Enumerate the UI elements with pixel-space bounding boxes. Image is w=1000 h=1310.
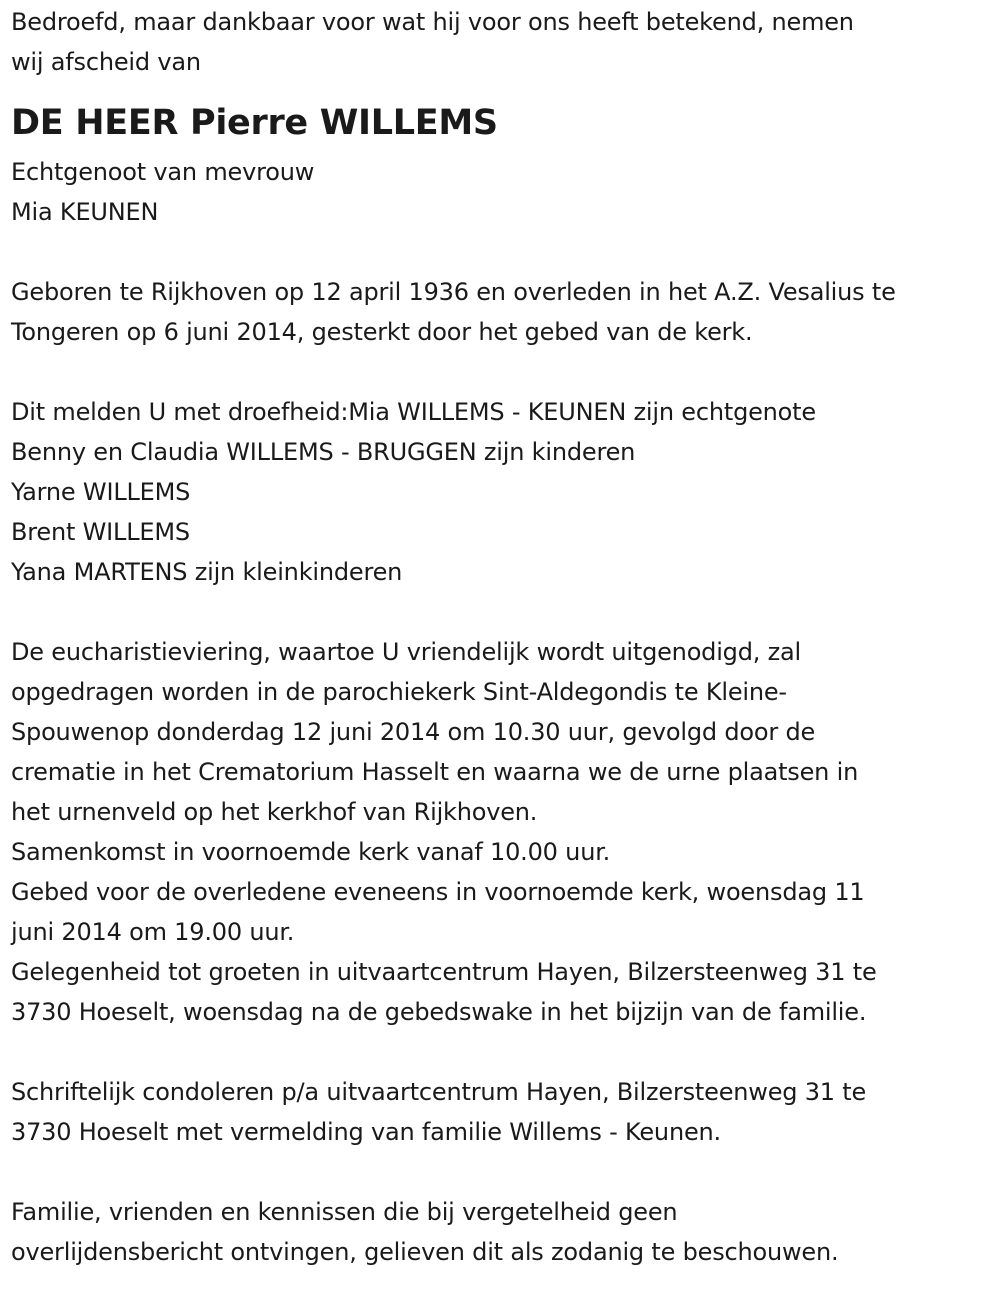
spouse-line: Echtgenoot van mevrouw — [11, 158, 315, 186]
spouse-paragraph — [11, 152, 996, 232]
deceased-name-title: DE HEER Pierre WILLEMS — [11, 103, 498, 143]
family-paragraph — [11, 392, 996, 592]
ceremony-line: opgedragen worden in de parochiekerk Sint-Aldegondis te Kleine- — [11, 678, 787, 706]
ceremony-line: Gebed voor de overledene eveneens in voornoemde kerk, woensdag 11 — [11, 878, 865, 906]
intro-line: wij afscheid van — [11, 48, 201, 76]
spouse-line: Mia KEUNEN — [11, 198, 159, 226]
family-line: Benny en Claudia WILLEMS - BRUGGEN zijn kinderen — [11, 438, 636, 466]
birth-death-paragraph — [11, 272, 996, 352]
condolence-line: Schriftelijk condoleren p/a uitvaartcentrum Hayen, Bilzersteenweg 31 te — [11, 1078, 867, 1106]
spacer — [11, 1032, 996, 1072]
spacer — [11, 1152, 996, 1192]
ceremony-line: juni 2014 om 19.00 uur. — [11, 918, 295, 946]
intro-paragraph — [11, 2, 996, 82]
condolence-paragraph — [11, 1072, 996, 1152]
ceremony-line: 3730 Hoeselt, woensdag na de gebedswake in het bijzijn van de familie. — [11, 998, 867, 1026]
family-line: Brent WILLEMS — [11, 518, 190, 546]
condolence-line: 3730 Hoeselt met vermelding van familie Willems - Keunen. — [11, 1118, 721, 1146]
closing-line: overlijdensbericht ontvingen, gelieven dit als zodanig te beschouwen. — [11, 1238, 839, 1266]
intro-line: Bedroefd, maar dankbaar voor wat hij voor ons heeft betekend, nemen — [11, 8, 854, 36]
birth-line: Tongeren op 6 juni 2014, gesterkt door het gebed van de kerk. — [11, 318, 753, 346]
ceremony-paragraph — [11, 632, 996, 1032]
family-line: Yarne WILLEMS — [11, 478, 191, 506]
closing-line: Familie, vrienden en kennissen die bij vergetelheid geen — [11, 1198, 678, 1226]
family-line: Yana MARTENS zijn kleinkinderen — [11, 558, 403, 586]
birth-line: Geboren te Rijkhoven op 12 april 1936 en overleden in het A.Z. Vesalius te — [11, 278, 896, 306]
ceremony-line: Samenkomst in voornoemde kerk vanaf 10.00 uur. — [11, 838, 611, 866]
family-line: Dit melden U met droefheid:Mia WILLEMS - KEUNEN zijn echtgenote — [11, 398, 816, 426]
spacer — [11, 352, 996, 392]
spacer — [11, 232, 996, 272]
ceremony-line: Spouwenop donderdag 12 juni 2014 om 10.30 uur, gevolgd door de — [11, 718, 816, 746]
ceremony-line: De eucharistieviering, waartoe U vriendelijk wordt uitgenodigd, zal — [11, 638, 801, 666]
obituary-document — [11, 2, 996, 1272]
ceremony-line: crematie in het Crematorium Hasselt en waarna we de urne plaatsen in — [11, 758, 859, 786]
ceremony-line: Gelegenheid tot groeten in uitvaartcentrum Hayen, Bilzersteenweg 31 te — [11, 958, 877, 986]
ceremony-line: het urnenveld op het kerkhof van Rijkhoven. — [11, 798, 538, 826]
spacer — [11, 592, 996, 632]
closing-paragraph — [11, 1192, 996, 1272]
